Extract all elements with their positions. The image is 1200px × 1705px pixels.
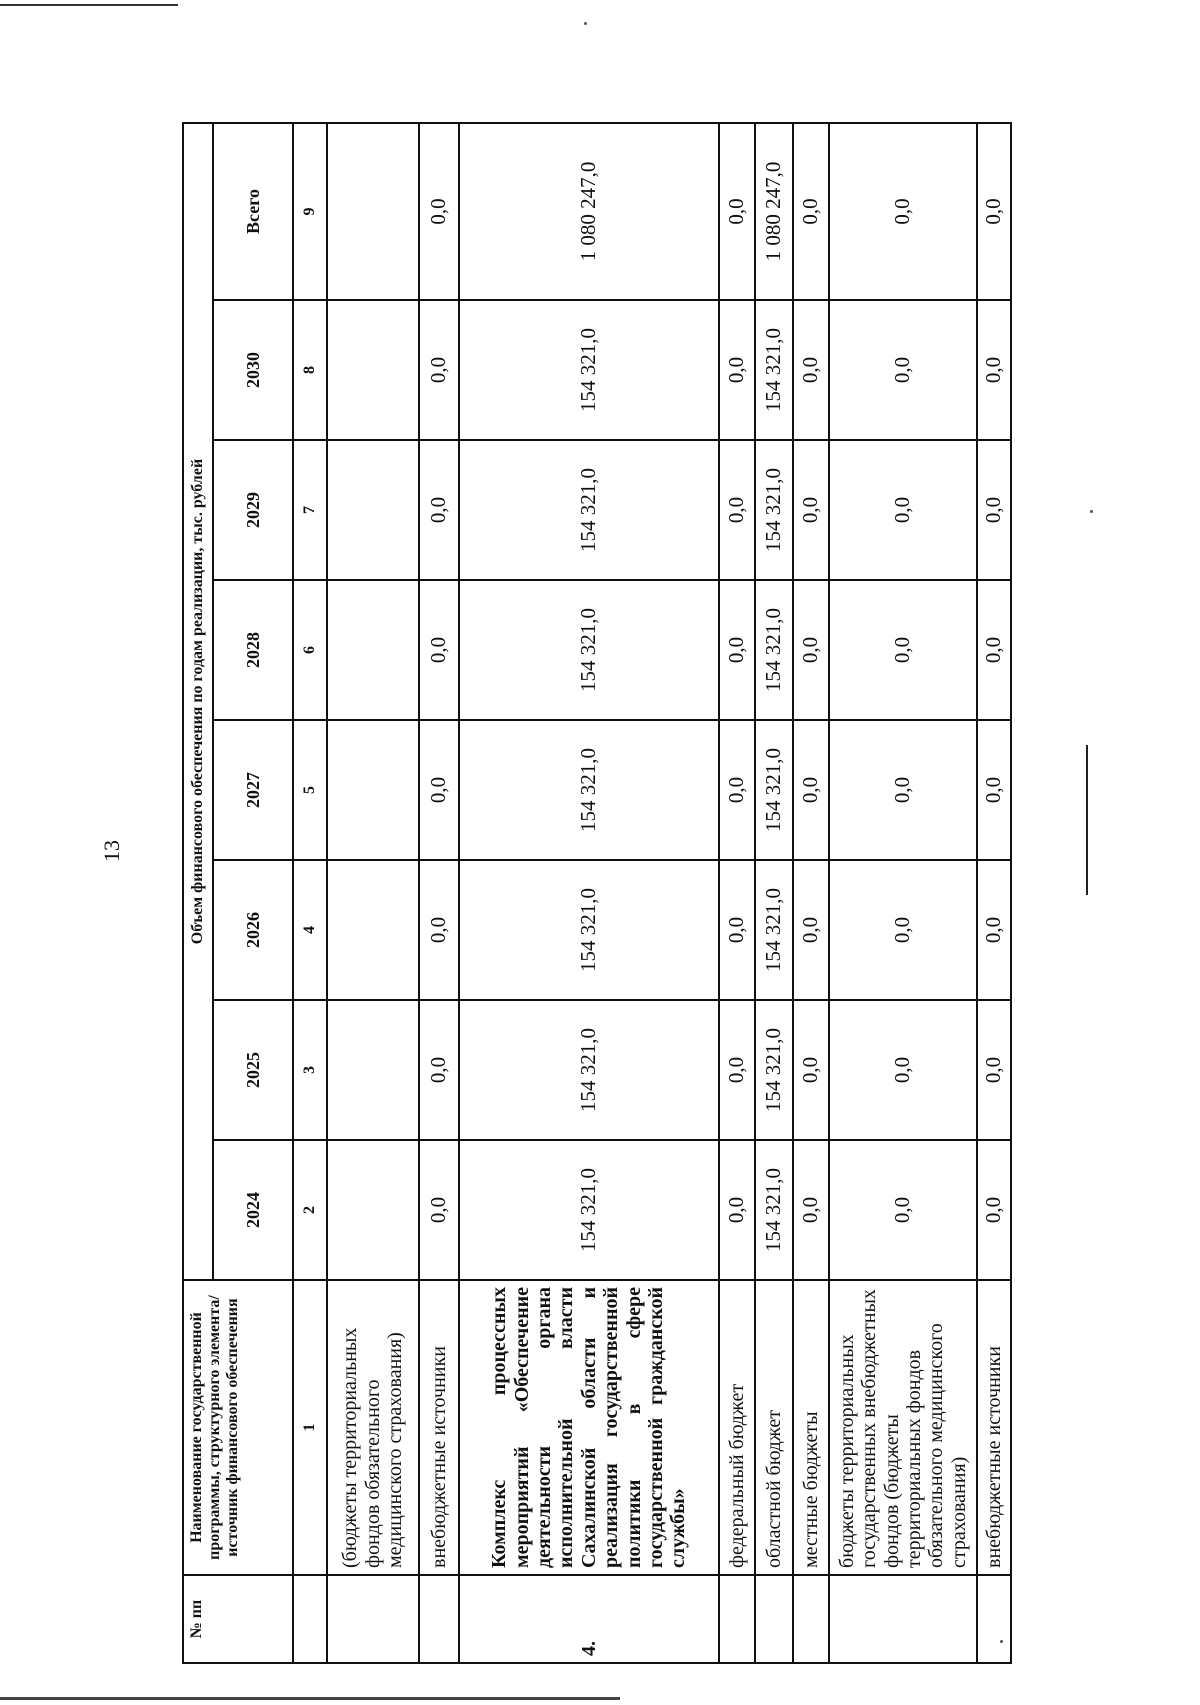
- row-year-value: 154 321,0: [755, 860, 793, 1000]
- financing-table: [182, 122, 1012, 1664]
- row-name: бюджеты территориальных государственных внебюджетных фондов (бюджеты территориальных фондов обязательного медицинского страхования): [829, 1280, 977, 1575]
- row-year-value: 154 321,0: [459, 300, 719, 440]
- row-year-value: 0,0: [793, 860, 829, 1000]
- row-year-value: [327, 720, 419, 860]
- row-year-value: 0,0: [719, 720, 755, 860]
- row-total-value: 0,0: [829, 123, 977, 300]
- row-year-value: 0,0: [829, 580, 977, 720]
- row-year-value: 0,0: [719, 440, 755, 580]
- row-year-value: 154 321,0: [755, 1140, 793, 1280]
- row-number: [829, 1575, 977, 1663]
- row-number: 4.: [459, 1575, 719, 1663]
- row-name: Комплекс процессных мероприятий «Обеспечение деятельности органа исполнительной власти Сахалинской области и реализация государственной политики в сфере государственной гражданской службы»: [459, 1280, 719, 1575]
- column-index-cell: 8: [293, 300, 327, 440]
- row-name: внебюджетные источники: [977, 1280, 1011, 1575]
- row-year-value: [327, 300, 419, 440]
- column-index-cell: 6: [293, 580, 327, 720]
- header-financing-group: Объем финансового обеспечения по годам реализации, тыс. рублей: [183, 123, 213, 1280]
- table-row: [977, 123, 1011, 1663]
- row-year-value: 0,0: [977, 300, 1011, 440]
- table-row: [419, 123, 459, 1663]
- scan-edge-line: [0, 4, 178, 6]
- page-number: 13: [99, 840, 124, 862]
- row-year-value: 154 321,0: [459, 860, 719, 1000]
- row-year-value: 0,0: [419, 300, 459, 440]
- header-total: Всего: [213, 123, 293, 300]
- row-year-value: 0,0: [419, 860, 459, 1000]
- table-row: [459, 123, 719, 1663]
- row-total-value: 0,0: [977, 123, 1011, 300]
- table-row: [829, 123, 977, 1663]
- header-year: 2026: [213, 860, 293, 1000]
- row-year-value: 0,0: [977, 860, 1011, 1000]
- row-year-value: 0,0: [719, 1140, 755, 1280]
- index-cell-empty: [293, 1575, 327, 1663]
- row-name: внебюджетные источники: [419, 1280, 459, 1575]
- row-year-value: 0,0: [719, 1000, 755, 1140]
- row-year-value: 0,0: [977, 580, 1011, 720]
- row-year-value: 0,0: [793, 1000, 829, 1140]
- row-year-value: 0,0: [419, 720, 459, 860]
- scan-edge-line: [0, 1697, 620, 1700]
- row-name: (бюджеты территориальных фондов обязательного медицинского страхования): [327, 1280, 419, 1575]
- column-index-cell: 4: [293, 860, 327, 1000]
- table-row: [755, 123, 793, 1663]
- row-total-value: 0,0: [719, 123, 755, 300]
- row-year-value: 154 321,0: [459, 1000, 719, 1140]
- column-index-cell: 1: [293, 1280, 327, 1575]
- row-total-value: 0,0: [793, 123, 829, 300]
- row-year-value: 0,0: [829, 720, 977, 860]
- row-year-value: 0,0: [793, 580, 829, 720]
- header-year: 2025: [213, 1000, 293, 1140]
- row-year-value: 0,0: [977, 1000, 1011, 1140]
- row-year-value: 154 321,0: [755, 1000, 793, 1140]
- row-total-value: 0,0: [419, 123, 459, 300]
- row-name: местные бюджеты: [793, 1280, 829, 1575]
- row-year-value: 154 321,0: [755, 440, 793, 580]
- row-number: [793, 1575, 829, 1663]
- table-row: [719, 123, 755, 1663]
- rotated-page-content: [182, 124, 1006, 1664]
- row-number: [419, 1575, 459, 1663]
- row-number: [755, 1575, 793, 1663]
- row-year-value: 154 321,0: [755, 580, 793, 720]
- row-year-value: 0,0: [419, 1000, 459, 1140]
- row-year-value: 0,0: [977, 720, 1011, 860]
- table-row: [793, 123, 829, 1663]
- scan-speck: [1090, 510, 1093, 513]
- row-year-value: 0,0: [719, 300, 755, 440]
- row-year-value: [327, 860, 419, 1000]
- row-year-value: 0,0: [719, 860, 755, 1000]
- row-year-value: [327, 580, 419, 720]
- row-year-value: 0,0: [793, 720, 829, 860]
- column-index-cell: 3: [293, 1000, 327, 1140]
- column-index-cell: 7: [293, 440, 327, 580]
- row-year-value: [327, 440, 419, 580]
- header-name: Наименование государственной программы, структурного элемента/источник финансового обеспечения: [183, 1280, 293, 1575]
- row-number: [327, 1575, 419, 1663]
- row-number: [977, 1575, 1011, 1663]
- table-row: [327, 123, 419, 1663]
- row-number: [719, 1575, 755, 1663]
- column-index-cell: 5: [293, 720, 327, 860]
- row-year-value: 0,0: [829, 1000, 977, 1140]
- row-year-value: 0,0: [977, 1140, 1011, 1280]
- row-year-value: 0,0: [419, 1140, 459, 1280]
- row-total-value: 1 080 247,0: [459, 123, 719, 300]
- row-year-value: 0,0: [829, 1140, 977, 1280]
- row-year-value: [327, 1140, 419, 1280]
- row-total-value: 1 080 247,0: [755, 123, 793, 300]
- header-year: 2024: [213, 1140, 293, 1280]
- row-year-value: 0,0: [793, 300, 829, 440]
- header-year: 2028: [213, 580, 293, 720]
- row-total-value: [327, 123, 419, 300]
- column-index-cell: 9: [293, 123, 327, 300]
- row-year-value: 154 321,0: [459, 720, 719, 860]
- row-year-value: 0,0: [977, 440, 1011, 580]
- row-year-value: [327, 1000, 419, 1140]
- row-year-value: 154 321,0: [755, 300, 793, 440]
- row-year-value: 0,0: [419, 580, 459, 720]
- row-year-value: 0,0: [419, 440, 459, 580]
- row-year-value: 0,0: [829, 300, 977, 440]
- vertical-rule: [1086, 745, 1088, 895]
- header-year: 2029: [213, 440, 293, 580]
- row-year-value: 154 321,0: [755, 720, 793, 860]
- row-year-value: 0,0: [719, 580, 755, 720]
- row-year-value: 0,0: [793, 1140, 829, 1280]
- row-year-value: 0,0: [829, 440, 977, 580]
- header-year: 2030: [213, 300, 293, 440]
- row-name: федеральный бюджет: [719, 1280, 755, 1575]
- header-number: № пп: [183, 1575, 293, 1663]
- row-year-value: 0,0: [793, 440, 829, 580]
- column-index-cell: 2: [293, 1140, 327, 1280]
- header-year: 2027: [213, 720, 293, 860]
- row-year-value: 154 321,0: [459, 440, 719, 580]
- scan-speck: [584, 22, 587, 25]
- row-year-value: 154 321,0: [459, 1140, 719, 1280]
- row-year-value: 154 321,0: [459, 580, 719, 720]
- row-year-value: 0,0: [829, 860, 977, 1000]
- row-name: областной бюджет: [755, 1280, 793, 1575]
